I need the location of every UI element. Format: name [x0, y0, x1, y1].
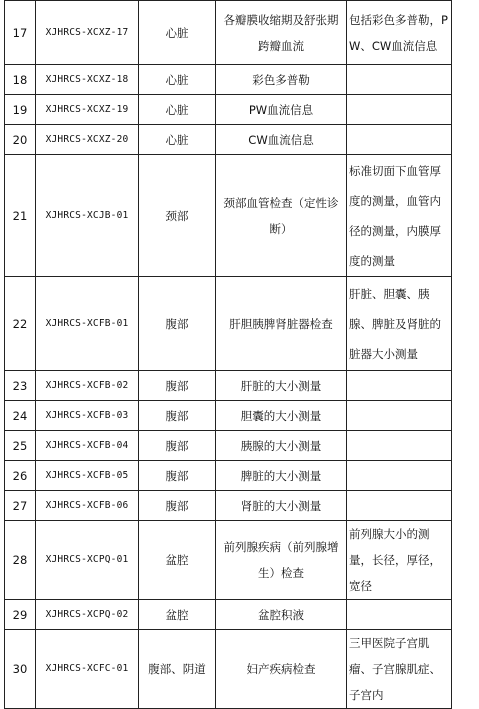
row-number: 21 — [5, 155, 36, 277]
row-number: 17 — [5, 1, 36, 65]
exam-note — [347, 491, 452, 521]
row-number: 28 — [5, 521, 36, 600]
exam-note: 前列腺大小的测量，长径，厚径，宽径 — [347, 521, 452, 600]
item-code: XJHRCS-XCFB-02 — [36, 371, 139, 401]
row-number: 22 — [5, 277, 36, 371]
body-part: 盆腔 — [139, 521, 216, 600]
item-code: XJHRCS-XCPQ-01 — [36, 521, 139, 600]
row-number: 30 — [5, 630, 36, 709]
body-part: 腹部 — [139, 461, 216, 491]
exam-item: PW血流信息 — [216, 95, 347, 125]
item-code: XJHRCS-XCFB-03 — [36, 401, 139, 431]
exam-item: 彩色多普勒 — [216, 65, 347, 95]
body-part: 颈部 — [139, 155, 216, 277]
body-part: 腹部 — [139, 277, 216, 371]
exam-item: 前列腺疾病（前列腺增生）检查 — [216, 521, 347, 600]
body-part: 心脏 — [139, 125, 216, 155]
row-number: 18 — [5, 65, 36, 95]
exam-note: 三甲医院子宫肌瘤、子宫腺肌症、子宫内 — [347, 630, 452, 709]
table-row — [5, 600, 452, 630]
item-code: XJHRCS-XCXZ-18 — [36, 65, 139, 95]
exam-note — [347, 371, 452, 401]
table-row — [5, 155, 452, 277]
exam-note — [347, 401, 452, 431]
exam-item: 颈部血管检查（定性诊断） — [216, 155, 347, 277]
exam-item: 肾脏的大小测量 — [216, 491, 347, 521]
exam-note: 肝脏、胆囊、胰腺、脾脏及肾脏的脏器大小测量 — [347, 277, 452, 371]
row-number: 27 — [5, 491, 36, 521]
exam-item: 妇产疾病检查 — [216, 630, 347, 709]
exam-note — [347, 600, 452, 630]
item-code: XJHRCS-XCFB-01 — [36, 277, 139, 371]
exam-note: 包括彩色多普勒，PW、CW血流信息 — [347, 1, 452, 65]
item-code: XJHRCS-XCXZ-19 — [36, 95, 139, 125]
table-row — [5, 371, 452, 401]
exam-note — [347, 95, 452, 125]
table-row — [5, 125, 452, 155]
item-code: XJHRCS-XCFC-01 — [36, 630, 139, 709]
item-code: XJHRCS-XCFB-04 — [36, 431, 139, 461]
body-part: 心脏 — [139, 1, 216, 65]
body-part: 腹部 — [139, 401, 216, 431]
exam-note — [347, 461, 452, 491]
table-row — [5, 521, 452, 600]
row-number: 25 — [5, 431, 36, 461]
exam-item: 肝脏的大小测量 — [216, 371, 347, 401]
table-row — [5, 95, 452, 125]
row-number: 20 — [5, 125, 36, 155]
table-row — [5, 491, 452, 521]
exam-item: 肝胆胰脾肾脏器检查 — [216, 277, 347, 371]
exam-items-table — [4, 0, 452, 709]
exam-item: 胆囊的大小测量 — [216, 401, 347, 431]
table-row — [5, 277, 452, 371]
row-number: 26 — [5, 461, 36, 491]
row-number: 19 — [5, 95, 36, 125]
item-code: XJHRCS-XCXZ-20 — [36, 125, 139, 155]
exam-item: CW血流信息 — [216, 125, 347, 155]
exam-note — [347, 431, 452, 461]
table-row — [5, 1, 452, 65]
table-body — [5, 1, 452, 709]
exam-note: 标准切面下血管厚度的测量，血管内径的测量，内膜厚度的测量 — [347, 155, 452, 277]
table-row — [5, 65, 452, 95]
row-number: 29 — [5, 600, 36, 630]
body-part: 心脏 — [139, 95, 216, 125]
table-row — [5, 431, 452, 461]
exam-note — [347, 125, 452, 155]
item-code: XJHRCS-XCPQ-02 — [36, 600, 139, 630]
item-code: XJHRCS-XCFB-06 — [36, 491, 139, 521]
table-row — [5, 461, 452, 491]
row-number: 24 — [5, 401, 36, 431]
body-part: 心脏 — [139, 65, 216, 95]
item-code: XJHRCS-XCJB-01 — [36, 155, 139, 277]
exam-note — [347, 65, 452, 95]
table-row — [5, 401, 452, 431]
item-code: XJHRCS-XCFB-05 — [36, 461, 139, 491]
body-part: 腹部 — [139, 491, 216, 521]
exam-item: 脾脏的大小测量 — [216, 461, 347, 491]
body-part: 盆腔 — [139, 600, 216, 630]
table-row — [5, 630, 452, 709]
body-part: 腹部 — [139, 431, 216, 461]
row-number: 23 — [5, 371, 36, 401]
body-part: 腹部 — [139, 371, 216, 401]
exam-item: 盆腔积液 — [216, 600, 347, 630]
exam-item: 各瓣膜收缩期及舒张期跨瓣血流 — [216, 1, 347, 65]
body-part: 腹部、阴道 — [139, 630, 216, 709]
item-code: XJHRCS-XCXZ-17 — [36, 1, 139, 65]
exam-item: 胰腺的大小测量 — [216, 431, 347, 461]
